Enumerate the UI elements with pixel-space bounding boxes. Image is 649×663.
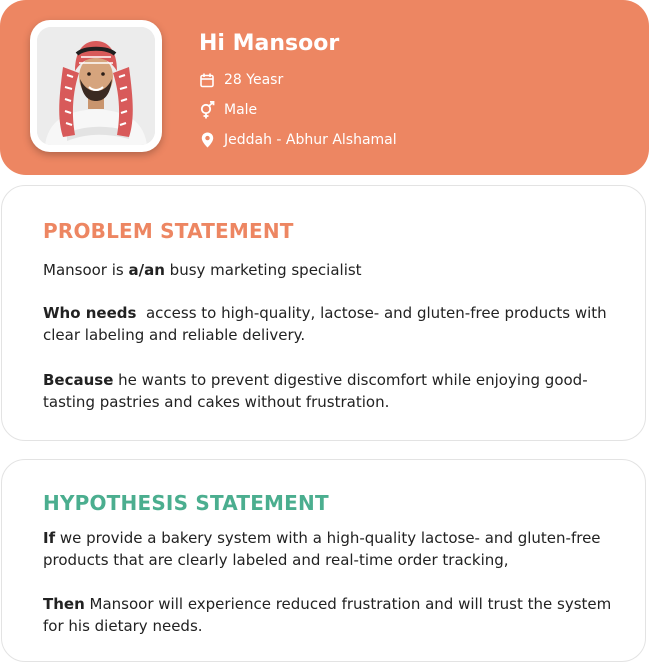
hypothesis-if-line	[43, 527, 633, 571]
problem-because-bold: Because	[43, 371, 114, 389]
problem-user-suffix: busy marketing specialist	[164, 261, 362, 279]
hypothesis-then-text: Mansoor will experience reduced frustration and will trust the system for his dietary needs.	[43, 595, 612, 635]
hypothesis-statement-card	[1, 459, 646, 662]
problem-user-line	[43, 259, 633, 281]
problem-because-text: he wants to prevent digestive discomfort while enjoying good-tasting pastries and cakes without frustration.	[43, 371, 588, 411]
problem-needs-line	[43, 302, 633, 346]
persona-greeting: Hi Mansoor	[199, 31, 340, 56]
age-text: 28 Yeasr	[224, 72, 284, 88]
calendar-icon	[199, 71, 215, 89]
hypothesis-if-text: we provide a bakery system with a high-quality lactose- and gluten-free products that are clearly labeled and real-time order tracking,	[43, 529, 601, 569]
hypothesis-then-bold: Then	[43, 595, 85, 613]
persona-header	[0, 0, 649, 175]
location-text: Jeddah - Abhur Alshamal	[224, 132, 397, 148]
problem-because-line	[43, 369, 633, 413]
avatar	[37, 27, 155, 145]
age-row	[199, 70, 283, 90]
gender-icon	[199, 101, 215, 119]
hypothesis-statement-title: HYPOTHESIS STATEMENT	[43, 491, 329, 515]
avatar-illustration	[37, 27, 155, 145]
avatar-frame	[30, 20, 162, 152]
hypothesis-then-line	[43, 593, 633, 637]
problem-statement-card	[1, 185, 646, 441]
location-row	[199, 130, 397, 150]
location-pin-icon	[199, 131, 215, 149]
gender-row	[199, 100, 257, 120]
problem-statement-title: PROBLEM STATEMENT	[43, 219, 294, 243]
problem-needs-text: access to high-quality, lactose- and gluten-free products with clear labeling and reliable delivery.	[43, 304, 612, 344]
hypothesis-if-bold: If	[43, 529, 56, 547]
gender-text: Male	[224, 102, 258, 118]
problem-user-bold: a/an	[128, 261, 165, 279]
problem-needs-bold: Who needs	[43, 304, 137, 322]
problem-user-prefix: Mansoor is	[43, 261, 129, 279]
